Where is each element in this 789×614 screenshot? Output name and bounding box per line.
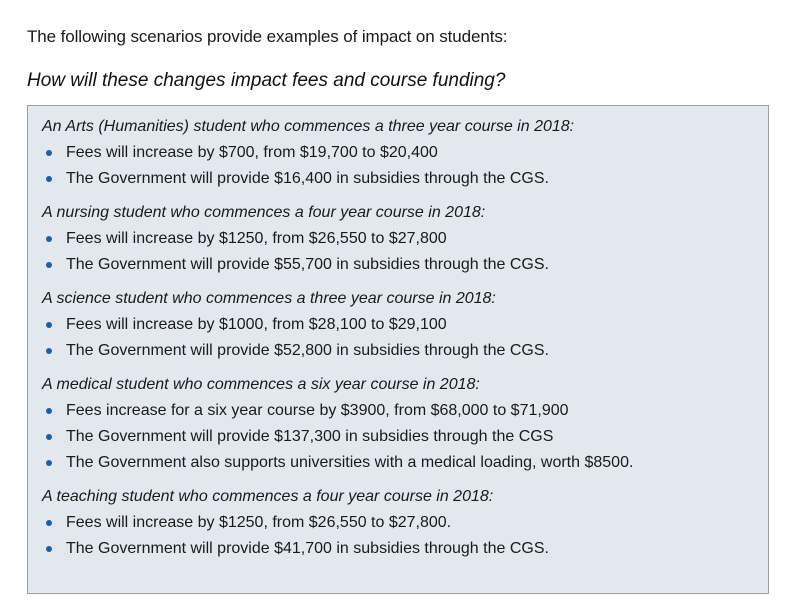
list-item: [42, 166, 768, 192]
scenario-bullets: [42, 312, 768, 364]
scenario-bullets: [42, 140, 768, 192]
list-item: [42, 140, 768, 166]
bullet-icon: [46, 176, 52, 182]
bullet-text: Fees will increase by $1250, from $26,550 to $27,800: [66, 230, 447, 247]
scenario-title: A nursing student who commences a four year course in 2018:: [42, 204, 486, 221]
bullet-text: Fees will increase by $1250, from $26,550 to $27,800.: [66, 514, 452, 531]
bullet-icon: [46, 408, 52, 414]
scenarios-panel: [27, 105, 769, 594]
bullet-text: The Government also supports universities with a medical loading, worth $8500.: [66, 454, 634, 471]
bullet-icon: [46, 348, 52, 354]
bullet-text: The Government will provide $137,300 in subsidies through the CGS: [66, 428, 554, 445]
bullet-text: Fees will increase by $700, from $19,700 to $20,400: [66, 144, 438, 161]
scenario-teaching: [42, 484, 768, 562]
bullet-text: The Government will provide $52,800 in subsidies through the CGS.: [66, 342, 549, 359]
list-item: [42, 510, 768, 536]
bullet-text: The Government will provide $55,700 in subsidies through the CGS.: [66, 256, 549, 273]
bullet-icon: [46, 546, 52, 552]
bullet-icon: [46, 262, 52, 268]
bullet-text: Fees increase for a six year course by $3900, from $68,000 to $71,900: [66, 402, 569, 419]
scenario-bullets: [42, 398, 768, 476]
list-item: [42, 252, 768, 278]
bullet-text: Fees will increase by $1000, from $28,100 to $29,100: [66, 316, 447, 333]
list-item: [42, 450, 768, 476]
bullet-icon: [46, 236, 52, 242]
list-item: [42, 424, 768, 450]
list-item: [42, 312, 768, 338]
scenario-title: A medical student who commences a six year course in 2018:: [42, 376, 480, 393]
list-item: [42, 536, 768, 562]
list-item: [42, 226, 768, 252]
intro-text: The following scenarios provide examples of impact on students:: [27, 27, 508, 46]
section-heading: How will these changes impact fees and course funding?: [27, 70, 506, 91]
scenario-nursing: [42, 200, 768, 278]
scenario-title: A science student who commences a three year course in 2018:: [42, 290, 496, 307]
bullet-icon: [46, 434, 52, 440]
bullet-text: The Government will provide $16,400 in subsidies through the CGS.: [66, 170, 549, 187]
scenario-title: An Arts (Humanities) student who commences a three year course in 2018:: [42, 118, 575, 135]
scenario-science: [42, 286, 768, 364]
scenario-title: A teaching student who commences a four year course in 2018:: [42, 488, 494, 505]
scenario-arts: [42, 114, 768, 192]
list-item: [42, 398, 768, 424]
scenario-bullets: [42, 510, 768, 562]
scenario-medical: [42, 372, 768, 476]
bullet-icon: [46, 322, 52, 328]
list-item: [42, 338, 768, 364]
bullet-icon: [46, 460, 52, 466]
scenario-bullets: [42, 226, 768, 278]
bullet-icon: [46, 520, 52, 526]
bullet-text: The Government will provide $41,700 in subsidies through the CGS.: [66, 540, 549, 557]
bullet-icon: [46, 150, 52, 156]
